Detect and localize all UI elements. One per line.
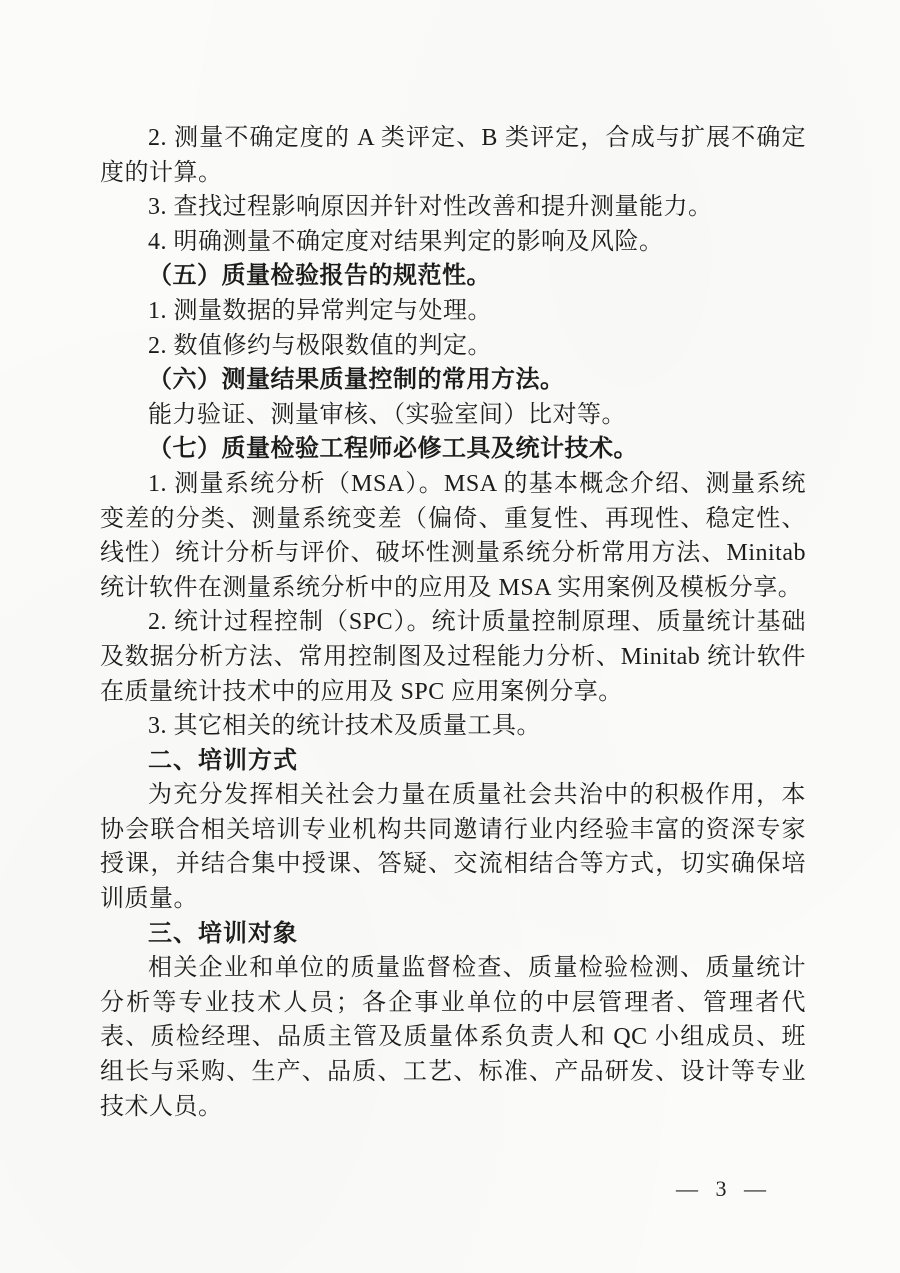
section-heading-training-target: 三、培训对象 (148, 919, 298, 947)
paragraph-training-method-body: 为充分发挥相关社会力量在质量社会共治中的积极作用，本协会联合相关培训专业机构共同邀请行业内经验丰富的资深专家授课，并结合集中授课、答疑、交流相结合等方式，切实确保培训质量。 (100, 782, 806, 913)
subheading-7-engineer-tools: （七）质量检验工程师必修工具及统计技术。 (148, 436, 638, 463)
paragraph-capability-verify: 能力验证、测量审核、（实验室间）比对等。 (148, 401, 626, 428)
paragraph-item-1-msa: 1. 测量系统分析（MSA）。MSA 的基本概念介绍、测量系统变差的分类、测量系统变差（偏倚、重复性、再现性、稳定性、线性）统计分析与评价、破坏性测量系统分析常用方法、Minitab 统计软件在测量系统分析中的应用及 MSA 实用案例及模板分享。 (100, 470, 806, 601)
paragraph-item-2-spc: 2. 统计过程控制（SPC）。统计质量控制原理、质量统计基础及数据分析方法、常用控制图及过程能力分析、Minitab 统计软件在质量统计技术中的应用及 SPC 应用案例分享。 (100, 609, 806, 705)
section-heading-training-method: 二、培训方式 (148, 746, 298, 774)
subheading-6-quality-control: （六）测量结果质量控制的常用方法。 (148, 367, 565, 394)
paragraph-item-1-abnormal-data: 1. 测量数据的异常判定与处理。 (148, 297, 492, 324)
paragraph-item-2-uncertainty-eval: 2. 测量不确定度的 A 类评定、B 类评定，合成与扩展不确定度的计算。 (100, 125, 806, 186)
paragraph-item-2-rounding: 2. 数值修约与极限数值的判定。 (148, 332, 492, 359)
paragraph-item-3-process-causes: 3. 查找过程影响原因并针对性改善和提升测量能力。 (148, 194, 713, 221)
paragraph-item-3-other-tools: 3. 其它相关的统计技术及质量工具。 (148, 713, 541, 740)
document-body (100, 121, 806, 1124)
page-number: — 3 — (676, 1176, 772, 1201)
subheading-5-report-standard: （五）质量检验报告的规范性。 (148, 263, 491, 290)
paragraph-training-target-body: 相关企业和单位的质量监督检查、质量检验检测、质量统计分析等专业技术人员；各企事业单位的中层管理者、管理者代表、质检经理、品质主管及质量体系负责人和 QC 小组成员、班组长与采购、生产、品质、工艺、标准、产品研发、设计等专业技术人员。 (100, 955, 806, 1120)
paragraph-item-4-risk: 4. 明确测量不确定度对结果判定的影响及风险。 (148, 228, 664, 255)
